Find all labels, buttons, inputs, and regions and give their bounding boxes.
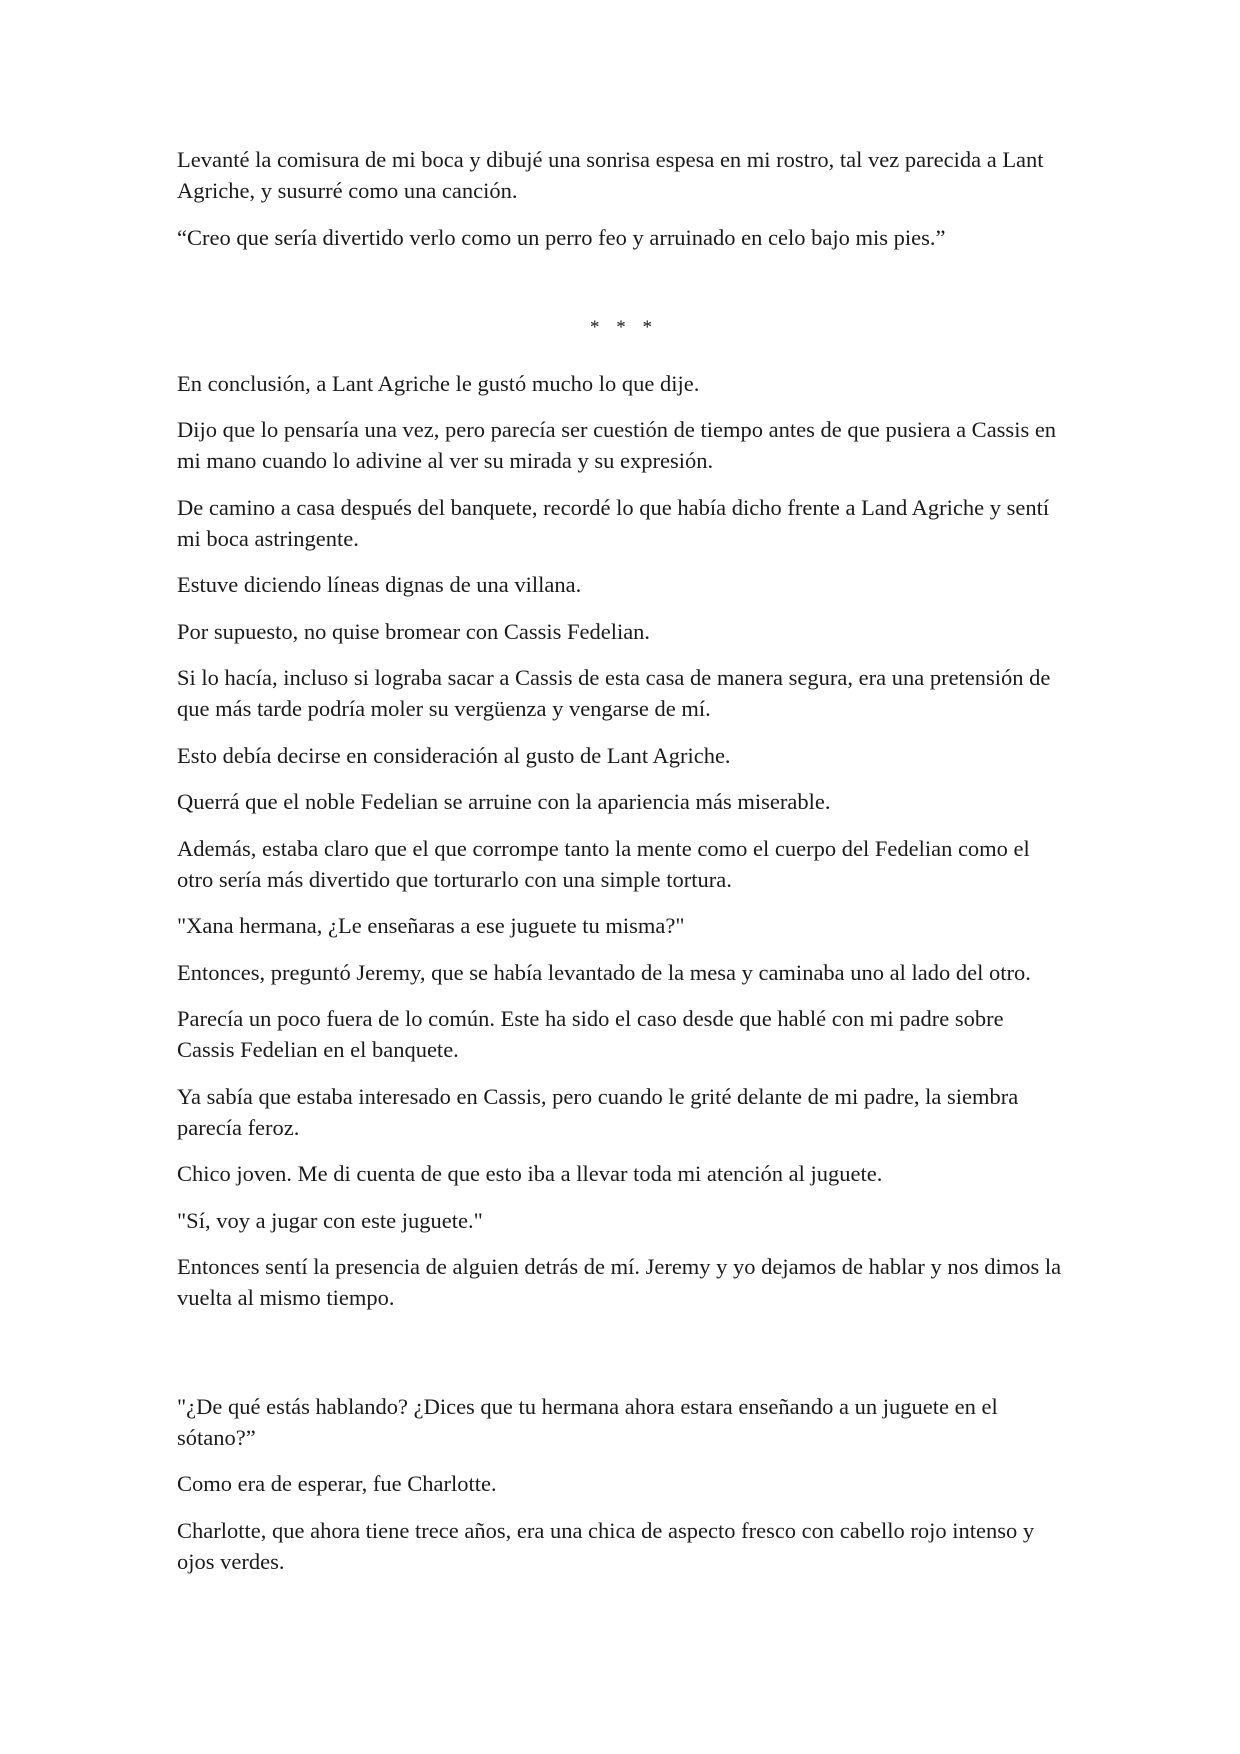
paragraph: Levanté la comisura de mi boca y dibujé una sonrisa espesa en mi rostro, tal vez parecida a Lant Agriche, y susurré como una canción. bbox=[177, 147, 1044, 203]
blank-gap bbox=[177, 1329, 1065, 1391]
text-body bbox=[177, 144, 1065, 1592]
paragraph: Querrá que el noble Fedelian se arruine con la apariencia más miserable. bbox=[177, 789, 831, 814]
paragraph: “Creo que sería divertido verlo como un perro feo y arruinado en celo bajo mis pies.” bbox=[177, 224, 946, 250]
paragraph: Como era de esperar, fue Charlotte. bbox=[177, 1471, 497, 1496]
paragraph: Entonces, preguntó Jeremy, que se había levantado de la mesa y caminaba uno al lado del otro. bbox=[177, 959, 1031, 985]
paragraph: Charlotte, que ahora tiene trece años, era una chica de aspecto fresco con cabello rojo intenso y ojos verdes. bbox=[177, 1517, 1035, 1574]
paragraph: Estuve diciendo líneas dignas de una villana. bbox=[177, 572, 582, 597]
paragraph: Si lo hacía, incluso si lograba sacar a Cassis de esta casa de manera segura, era una pretensión de que más tarde podría moler su vergüenza y vengarse de mí. bbox=[177, 665, 1051, 721]
paragraph: En conclusión, a Lant Agriche le gustó mucho lo que dije. bbox=[177, 370, 700, 396]
paragraph: "Xana hermana, ¿Le enseñaras a ese juguete tu misma?" bbox=[177, 913, 685, 938]
paragraph: Ya sabía que estaba interesado en Cassis, pero cuando le grité delante de mi padre, la siembra parecía feroz. bbox=[177, 1083, 1019, 1140]
paragraph: "¿De qué estás hablando? ¿Dices que tu hermana ahora estara enseñando a un juguete en el sótano?” bbox=[177, 1393, 998, 1450]
paragraph: Por supuesto, no quise bromear con Cassis Fedelian. bbox=[177, 618, 651, 644]
paragraph-group-ending bbox=[177, 1391, 1065, 1577]
paragraph: Además, estaba claro que el que corrompe tanto la mente como el cuerpo del Fedelian como el otro sería más divertido que torturarlo con una simple tortura. bbox=[177, 835, 1030, 892]
paragraph: Chico joven. Me di cuenta de que esto iba a llevar toda mi atención al juguete. bbox=[177, 1161, 883, 1186]
paragraph: "Sí, voy a jugar con este juguete." bbox=[177, 1207, 483, 1233]
paragraph-group-main bbox=[177, 368, 1065, 1314]
paragraph: De camino a casa después del banquete, recordé lo que había dicho frente a Land Agriche y sentí mi boca astringente. bbox=[177, 494, 1050, 551]
paragraph: Parecía un poco fuera de lo común. Este ha sido el caso desde que hablé con mi padre sobre Cassis Fedelian en el banquete. bbox=[177, 1006, 1004, 1062]
paragraph: Entonces sentí la presencia de alguien detrás de mí. Jeremy y yo dejamos de hablar y nos dimos la vuelta al mismo tiempo. bbox=[177, 1254, 1062, 1310]
scene-break: * * * bbox=[590, 316, 658, 338]
paragraph-group-intro bbox=[177, 144, 1065, 253]
paragraph: Dijo que lo pensaría una vez, pero parecía ser cuestión de tiempo antes de que pusiera a Cassis en mi mano cuando lo adivine al ver su mirada y su expresión. bbox=[177, 417, 1057, 473]
paragraph: Esto debía decirse en consideración al gusto de Lant Agriche. bbox=[177, 742, 731, 768]
